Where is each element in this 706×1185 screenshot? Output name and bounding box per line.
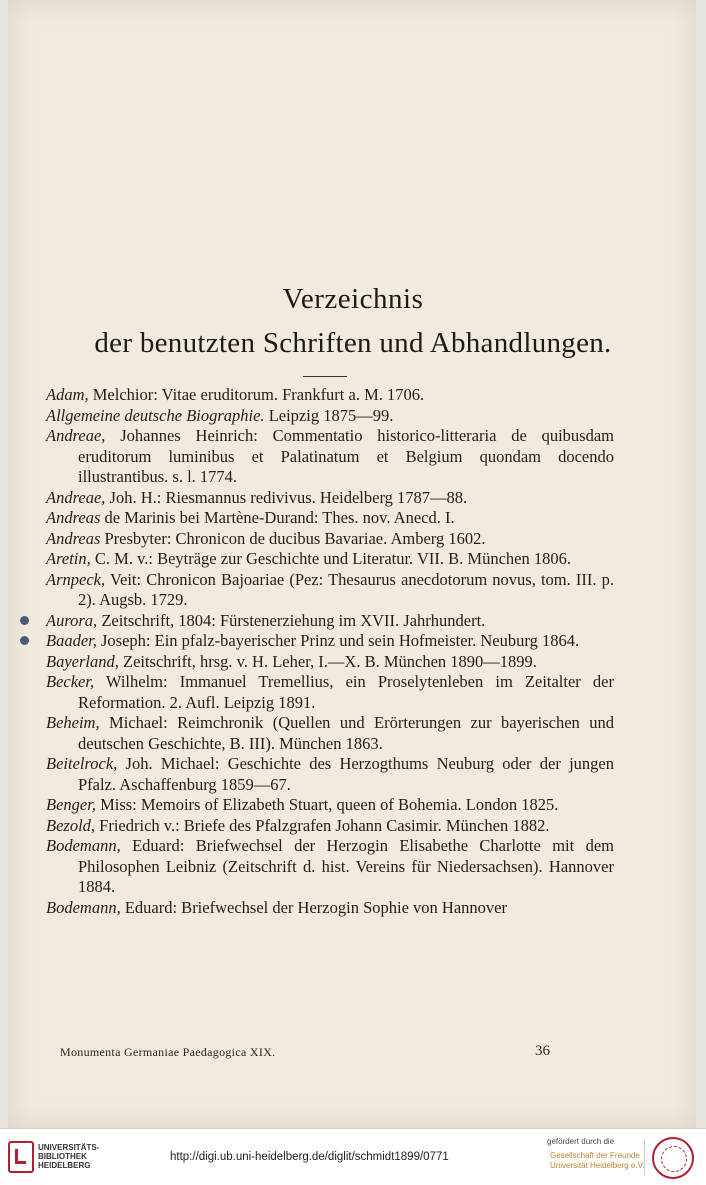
page-footer-series: Monumenta Germaniae Paedagogica XIX. xyxy=(60,1045,276,1059)
entry-author: Andreas xyxy=(46,508,101,527)
entry-author: Bodemann, xyxy=(46,836,121,855)
permalink-url[interactable]: http://digi.ub.uni-heidelberg.de/diglit/schmidt1899/0771 xyxy=(170,1151,449,1163)
divider xyxy=(644,1139,645,1175)
entry-text: Presbyter: Chronicon de ducibus Bavariae. Amberg 1602. xyxy=(100,528,486,548)
bibliography-entry xyxy=(46,570,614,611)
bibliography-entry xyxy=(46,549,614,570)
entry-author: Bodemann, xyxy=(46,897,121,917)
entry-text: Melchior: Vitae eruditorum. Frankfurt a. M. 1706. xyxy=(88,385,425,404)
entry-author: Baader, xyxy=(46,631,97,650)
sponsor-name-line: Gesellschaft der Freunde xyxy=(550,1151,640,1160)
entry-text: Eduard: Briefwechsel der Herzogin Sophie von Hannover xyxy=(120,897,507,917)
entry-author: Andreae, xyxy=(46,487,106,507)
entry-author: Arnpeck, xyxy=(46,569,106,589)
page-marker-icon xyxy=(20,616,29,625)
bibliography-entry xyxy=(46,816,614,837)
entry-text: Zeitschrift, hrsg. v. H. Leher, I.—X. B. München 1890—1899. xyxy=(118,651,537,671)
entry-author: Beheim, xyxy=(46,713,100,732)
entry-text: de Marinis bei Martène-Durand: Thes. nov. Anecd. I. xyxy=(100,508,455,527)
bibliography-entry xyxy=(46,385,614,406)
sponsor-name-line: Universität Heidelberg e.V. xyxy=(550,1161,645,1170)
entry-author: Benger, xyxy=(46,795,96,814)
entry-text: Eduard: Briefwechsel der Herzogin Elisabethe Charlotte mit dem Philosophen Leibniz (Zeitschrift d. hist. Vereins für Niedersachsen). Hannover 1884. xyxy=(78,836,614,896)
entry-author: Adam, xyxy=(46,385,89,404)
page-title: Verzeichnis xyxy=(282,283,424,315)
bibliography-entry xyxy=(46,631,614,652)
page-subtitle: der benutzten Schriften und Abhandlungen. xyxy=(94,327,612,359)
entry-text: Johannes Heinrich: Commentatio historico-litteraria de quibusdam eruditorum luminibus et Palatinatum et Belgium quondam docendo illustrantibus. s. l. 1774. xyxy=(78,426,614,486)
bibliography-entry xyxy=(46,426,614,488)
entry-text: Joseph: Ein pfalz-bayerischer Prinz und sein Hofmeister. Neuburg 1864. xyxy=(96,631,580,650)
bibliography-entry xyxy=(46,672,614,713)
bibliography-entry xyxy=(46,529,614,550)
entry-text: Michael: Reimchronik (Quellen und Erörterungen zur bayerischen und deutschen Geschichte, B. III). München 1863. xyxy=(78,713,614,753)
entry-author: Bezold, xyxy=(46,815,96,835)
bibliography-entry xyxy=(46,652,614,673)
bibliography-entry xyxy=(46,836,614,898)
entry-text: Joh. H.: Riesmannus redivivus. Heidelberg 1787—88. xyxy=(105,487,468,507)
bleed-through xyxy=(40,20,668,300)
title-rule xyxy=(303,376,347,377)
entry-text: Wilhelm: Immanuel Tremellius, ein Proselytenleben im Zeitalter der Reformation. 2. Aufl. Leipzig 1891. xyxy=(78,672,614,712)
library-logo-icon[interactable] xyxy=(8,1141,34,1173)
library-name-line: UNIVERSITÄTS- xyxy=(38,1143,100,1152)
viewer-footer-bar xyxy=(0,1128,706,1185)
entry-author: Allgemeine deutsche Biographie. xyxy=(46,405,265,425)
funded-by-label: gefördert durch die xyxy=(547,1137,615,1146)
library-name-line: HEIDELBERG xyxy=(38,1161,91,1170)
entry-text: Joh. Michael: Geschichte des Herzogthums Neuburg oder der jungen Pfalz. Aschaffenburg 1859—67. xyxy=(78,754,614,794)
entry-text: Friedrich v.: Briefe des Pfalzgrafen Johann Casimir. München 1882. xyxy=(95,815,550,835)
bibliography-entry xyxy=(46,795,614,816)
entry-author: Beitelrock, xyxy=(46,754,118,773)
entry-text: Leipzig 1875—99. xyxy=(264,405,394,425)
entry-author: Andreae, xyxy=(46,426,106,445)
page-marker-icon xyxy=(20,636,29,645)
bibliography-entry xyxy=(46,508,614,529)
bibliography-entry xyxy=(46,611,614,632)
bibliography-entry xyxy=(46,406,614,427)
entry-text: Zeitschrift, 1804: Fürstenerziehung im XVII. Jahrhundert. xyxy=(97,610,486,630)
bibliography-list xyxy=(46,385,614,918)
page-number: 36 xyxy=(535,1043,550,1059)
bibliography-entry xyxy=(46,713,614,754)
entry-author: Bayerland, xyxy=(46,651,119,671)
bibliography-entry xyxy=(46,898,614,919)
bibliography-entry xyxy=(46,754,614,795)
entry-text: Miss: Memoirs of Elizabeth Stuart, queen of Bohemia. London 1825. xyxy=(95,795,559,814)
university-seal-icon[interactable] xyxy=(652,1137,694,1179)
entry-text: Veit: Chronicon Bajoariae (Pez: Thesaurus anecdotorum novus, tom. III. p. 2). Augsb. 1729. xyxy=(78,569,614,609)
entry-author: Aurora, xyxy=(46,610,98,630)
entry-text: C. M. v.: Beyträge zur Geschichte und Literatur. VII. B. München 1806. xyxy=(90,549,571,568)
library-name[interactable] xyxy=(38,1143,99,1170)
sponsor-name[interactable] xyxy=(550,1151,644,1171)
library-name-line: BIBLIOTHEK xyxy=(38,1152,87,1161)
entry-author: Andreas xyxy=(46,528,101,548)
entry-author: Becker, xyxy=(46,672,95,691)
entry-author: Aretin, xyxy=(46,549,91,568)
bibliography-entry xyxy=(46,488,614,509)
